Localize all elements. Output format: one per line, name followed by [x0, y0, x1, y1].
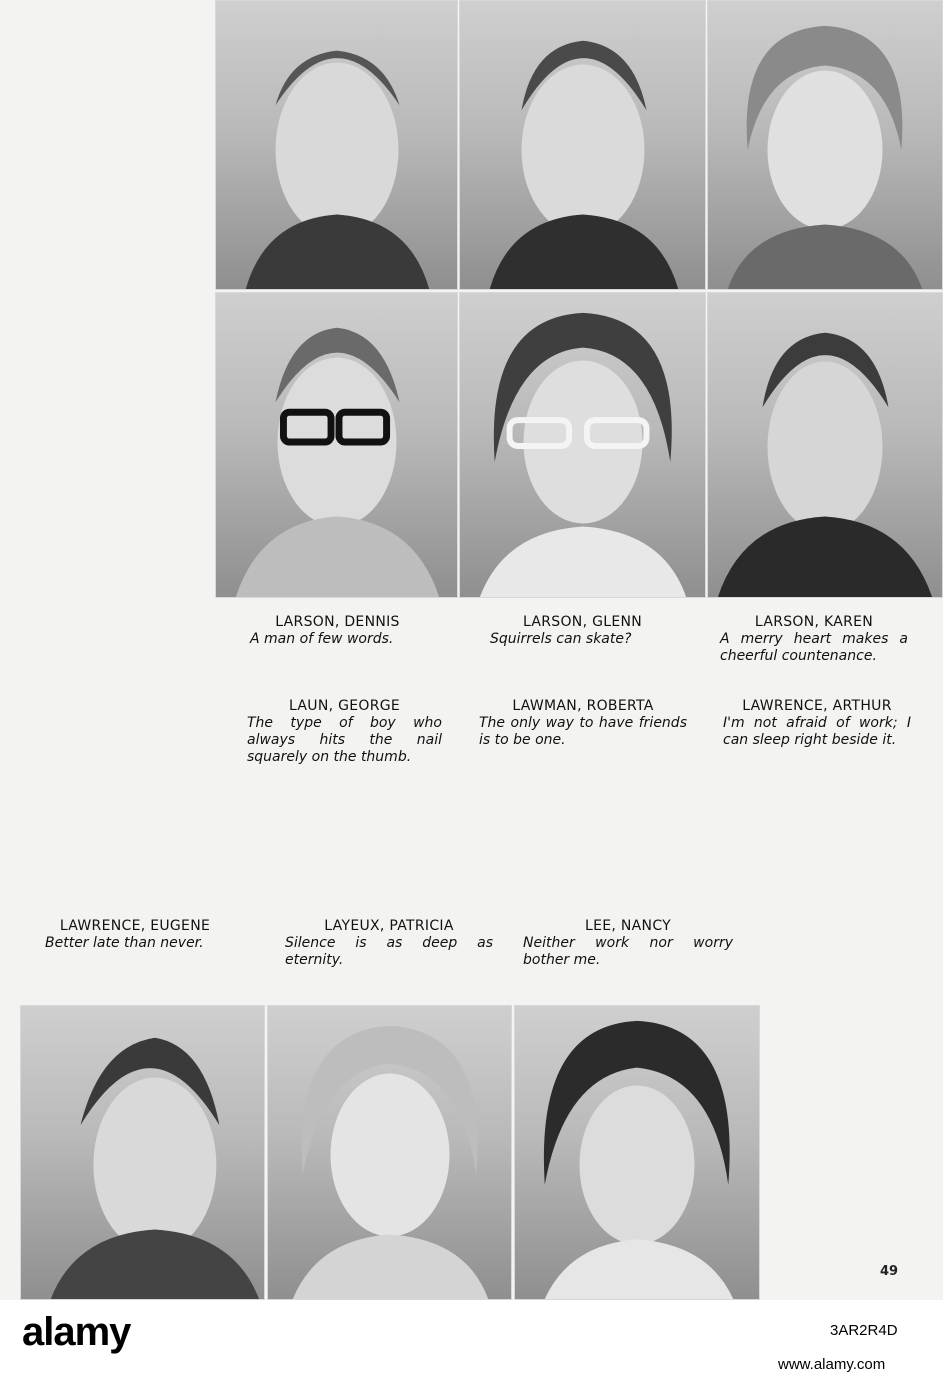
caption-lawrence-arthur: [723, 698, 911, 749]
student-quote: Squirrels can skate?: [490, 631, 632, 647]
caption-laun-george: [247, 698, 442, 766]
student-name: LEE, NANCY: [585, 918, 671, 934]
portrait-larson-karen: [707, 0, 943, 290]
student-quote: Neither work nor worry bother me.: [523, 935, 733, 968]
portrait-laun-george: [215, 292, 458, 598]
student-name: LAUN, GEORGE: [288, 698, 401, 714]
portrait-lawrence-eugene: [20, 1005, 265, 1300]
caption-lawman-roberta: [479, 698, 687, 749]
alamy-logo: alamy: [22, 1310, 131, 1354]
page-number: 49: [880, 1264, 899, 1279]
portrait-layeux-patricia: [267, 1005, 512, 1300]
caption-larson-dennis: [250, 614, 425, 648]
student-name: LARSON, KAREN: [754, 614, 874, 630]
student-quote: The only way to have friends is to be one.: [479, 715, 687, 748]
student-name: LAWRENCE, EUGENE: [59, 918, 211, 934]
student-quote: A merry heart makes a cheerful countenance.: [720, 631, 908, 664]
caption-larson-glenn: [490, 614, 675, 648]
portrait-lee-nancy: [514, 1005, 760, 1300]
student-name: LARSON, GLENN: [522, 614, 643, 630]
student-quote: A man of few words.: [250, 631, 394, 647]
student-name: LAYEUX, PATRICIA: [324, 918, 454, 934]
caption-larson-karen: [720, 614, 908, 665]
caption-layeux-patricia: [285, 918, 493, 969]
stock-url[interactable]: www.alamy.com: [778, 1356, 886, 1373]
student-quote: The type of boy who always hits the nail squarely on the thumb.: [247, 715, 442, 765]
stock-footer: [0, 1300, 943, 1390]
portrait-lawrence-arthur: [707, 292, 943, 598]
portrait-larson-glenn: [459, 0, 706, 290]
student-quote: Better late than never.: [45, 935, 204, 951]
student-quote: Silence is as deep as eternity.: [285, 935, 493, 968]
portrait-lawman-roberta: [459, 292, 706, 598]
student-name: LAWMAN, ROBERTA: [512, 698, 654, 714]
caption-lee-nancy: [523, 918, 733, 969]
caption-lawrence-eugene: [45, 918, 225, 952]
student-name: LARSON, DENNIS: [275, 614, 400, 630]
portrait-larson-dennis: [215, 0, 458, 290]
student-quote: I'm not afraid of work; I can sleep right beside it.: [723, 715, 911, 748]
student-name: LAWRENCE, ARTHUR: [742, 698, 892, 714]
image-id: 3AR2R4D: [830, 1322, 898, 1339]
